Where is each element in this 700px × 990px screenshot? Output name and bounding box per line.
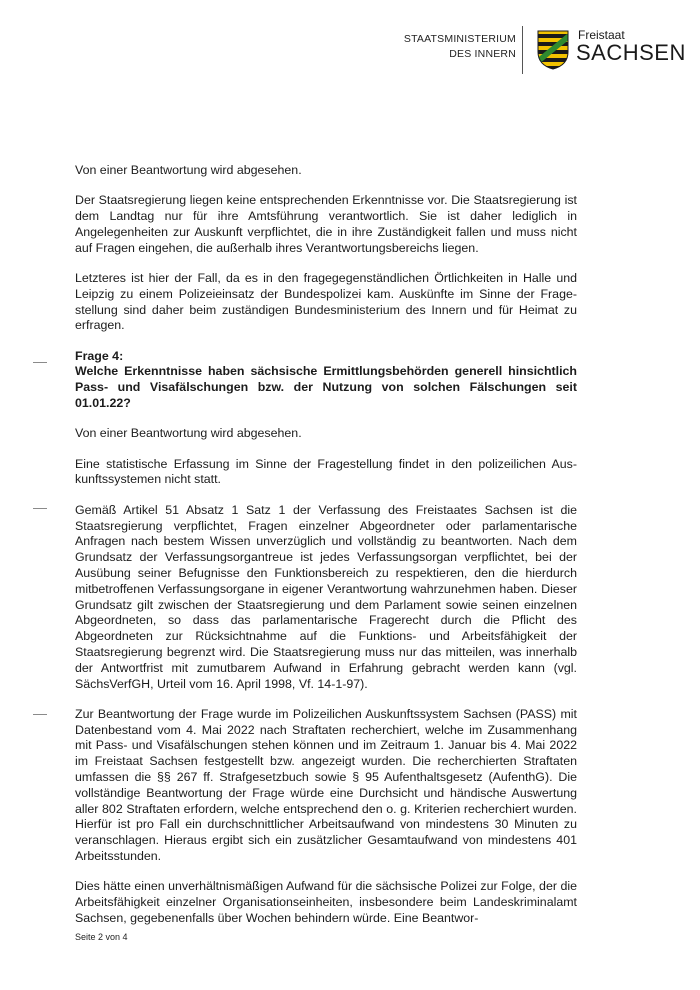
paragraph: Letzteres ist hier der Fall, da es in den fragegegenständlichen Örtlichkeiten in Halle und Leipzig zu einem Polizeieinsatz der Bundespolizei kam. Auskünfte im Sinne der Fragestellung sind daher beim zuständigen Bundesministerium des Innern und für Heimat zu erfragen. [75, 270, 577, 333]
saxony-coat-of-arms-icon [537, 30, 569, 70]
state-label-small: Freistaat [578, 28, 625, 42]
paragraph: Eine statistische Erfassung im Sinne der Fragestellung findet in den polizeilichen Auskunftssystemen nicht statt. [75, 456, 577, 487]
state-label-large: SACHSEN [576, 40, 686, 65]
paragraph: Gemäß Artikel 51 Absatz 1 Satz 1 der Verfassung des Freistaates Sachsen ist die Staatsregierung verpflichtet, Fragen einzelner Abgeordneter oder parlamentarische Anfragen nach bestem Wissen unverzüglich und vollständig zu beantworten. Nach dem Grundsatz der Verfassungsorgantreue ist jedes Verfassungsorgan verpflichtet, bei der Ausübung seiner Befugnisse den Funktionsbereich zu respektieren, den die hierdurch mitbetroffenen Verfassungsorgane in eigener Verantwortung wahrzunehmen haben. Dieser Grundsatz gilt zwischen der Staatsregierung und dem Parlament sowie seinen einzelnen Abgeordneten, so dass das parlamentarische Fragerecht durch die Pflicht des Abgeordneten zur Rücksichtnahme auf die Funktions- und Arbeitsfähigkeit der Staatsregierung begrenzt wird. Die Staatsregierung muss nur das mitteilen, was innerhalb der Antwortfrist mit zumutbarem Aufwand in Erfahrung gebracht werden kann (vgl. SächsVerfGH, Urteil vom 16. April 1998, Vf. 14-1-97). [75, 502, 577, 691]
question-title: Frage 4: [75, 348, 124, 363]
header-divider [522, 26, 523, 74]
paragraph: Der Staatsregierung liegen keine entsprechenden Erkenntnisse vor. Die Staatsregierung ist dem Landtag nur für ihre Amtsführung verantwortlich. Sie ist daher lediglich in Angelegenheiten zur Auskunft verpflichtet, die in ihre Zuständigkeit fallen und muss nicht auf Fragen eingehen, die außerhalb ihres Verantwortungsbereichs liegen. [75, 193, 577, 255]
paragraph: Zur Beantwortung der Frage wurde im Polizeilichen Auskunftssystem Sachsen (PASS) mit Datenbestand vom 4. Mai 2022 nach Straftaten recherchiert, welche im Zusammenhang mit Pass- und Visafälschungen stehen können und im Zeitraum 1. Januar bis 4. Mai 2022 im Freistaat Sachsen festgestellt bzw. angezeigt wurden. Die recherchierten Straftaten umfassen die §§ 267 ff. Strafgesetzbuch sowie § 95 Aufenthaltsgesetz (AufenthG). Die vollständige Beantwortung der Frage würde eine Durchsicht und händische Auswertung aller 802 Straftaten erfordern, welche entsprechend den o. g. Kriterien recherchiert wurden. Hierfür ist pro Fall ein durchschnittlicher Arbeitsaufwand von mindestens 30 Minuten zu veranschlagen. Hieraus ergibt sich ein zusätzlicher Gesamtaufwand von mindestens 401 Arbeitsstunden. [75, 706, 577, 863]
paragraph: Dies hätte einen unverhältnismäßigen Aufwand für die sächsische Polizei zur Folge, der die Arbeitsfähigkeit einzelner Organisationseinheiten, insbesondere beim Landeskriminalamt Sachsen, gegebenenfalls über Wochen behindern würde. Eine Beantwor- [75, 879, 577, 925]
paragraph: Von einer Beantwortung wird abgesehen. [75, 163, 302, 177]
margin-mark [33, 714, 47, 715]
page-number: Seite 2 von 4 [75, 932, 128, 942]
ministry-line-2: DES INNERN [449, 48, 516, 60]
question-block [75, 349, 577, 412]
letter-body [75, 163, 577, 941]
question-text: Welche Erkenntnisse haben sächsische Ermittlungsbehörden generell hinsichtlich Pass- und Visafälschungen bzw. der Nutzung von solchen Fälschungen seit 01.01.22? [75, 364, 577, 411]
margin-mark [33, 508, 47, 509]
letterhead [0, 26, 700, 76]
ministry-line-1: STAATSMINISTERIUM [403, 33, 516, 45]
paragraph: Von einer Beantwortung wird abgesehen. [75, 426, 302, 441]
ministry-name [404, 32, 516, 62]
margin-mark [33, 362, 47, 363]
